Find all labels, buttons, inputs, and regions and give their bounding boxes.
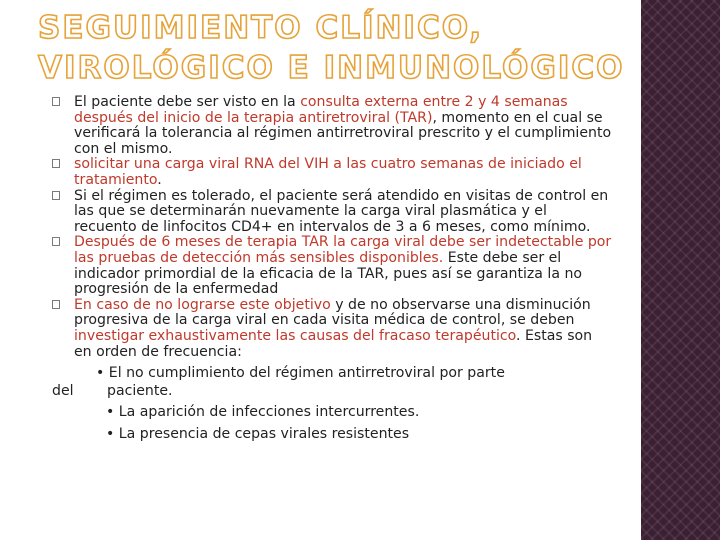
sub-item bbox=[52, 366, 612, 382]
sub-item bbox=[52, 384, 612, 400]
sub-item bbox=[52, 405, 612, 421]
bullet-text: , momento en el cual se verificará la tolerancia al régimen antirretroviral prescrito y el cumplimiento con el mismo. bbox=[74, 109, 612, 157]
bullet-list bbox=[52, 95, 612, 442]
sub-item bbox=[52, 427, 612, 443]
bullet-item bbox=[52, 235, 612, 297]
bullet-highlight: consulta externa entre 2 y 4 semanas después del inicio de la terapia antiretroviral (TAR) bbox=[74, 94, 568, 126]
sub-item-text: paciente. bbox=[107, 382, 173, 399]
sub-item-text: • La presencia de cepas virales resistentes bbox=[106, 425, 410, 442]
sub-item-text: • El no cumplimiento del régimen antirretroviral por parte bbox=[96, 365, 505, 382]
bullet-highlight: Después de 6 meses de terapia TAR la carga viral debe ser indetectable por las pruebas de detección más sensibles disponibles. bbox=[74, 234, 612, 266]
checkbox-bullet-icon bbox=[52, 237, 60, 246]
bullet-item bbox=[52, 189, 612, 236]
bullet-item bbox=[52, 157, 612, 188]
bullet-text: Este debe ser el indicador primordial de la eficacia de la TAR, pues así se garantiza la no progresión de la enfermedad bbox=[74, 249, 583, 298]
checkbox-bullet-icon bbox=[52, 300, 60, 309]
checkbox-bullet-icon bbox=[52, 159, 60, 168]
bullet-item bbox=[52, 95, 612, 157]
slide-title bbox=[38, 8, 638, 88]
bullet-text: y de no observarse una disminución progresiva de la carga viral en cada visita médica de control, se deben bbox=[74, 296, 591, 329]
sub-item-text: del bbox=[52, 382, 74, 399]
title-line-2: VIROLÓGICO E INMUNOLÓGICO bbox=[38, 50, 625, 86]
bullet-text: . bbox=[157, 171, 162, 188]
bullet-text: El paciente debe ser visto en la bbox=[74, 94, 301, 110]
decorative-side-panel bbox=[641, 0, 720, 540]
bullet-highlight: investigar exhaustivamente las causas del fracaso terapéutico bbox=[74, 327, 517, 344]
bullet-text: . Estas son en orden de frecuencia: bbox=[74, 327, 593, 360]
bullet-item bbox=[52, 298, 612, 360]
bullet-highlight: solicitar una carga viral RNA del VIH a las cuatro semanas de iniciado el tratamiento bbox=[74, 156, 582, 188]
checkbox-bullet-icon bbox=[52, 191, 60, 200]
bullet-highlight: En caso de no lograrse este objetivo bbox=[74, 296, 331, 313]
title-line-1: SEGUIMIENTO CLÍNICO, bbox=[38, 10, 484, 46]
sub-item-text: • La aparición de infecciones intercurrentes. bbox=[106, 404, 420, 421]
bullet-text: Si el régimen es tolerado, el paciente será atendido en visitas de control en las que se determinarán nuevamente la carga viral plasmática y el recuento de linfocitos CD4+ en intervalos de 3 a 6 meses, como mínimo. bbox=[74, 187, 609, 235]
checkbox-bullet-icon bbox=[52, 97, 60, 106]
